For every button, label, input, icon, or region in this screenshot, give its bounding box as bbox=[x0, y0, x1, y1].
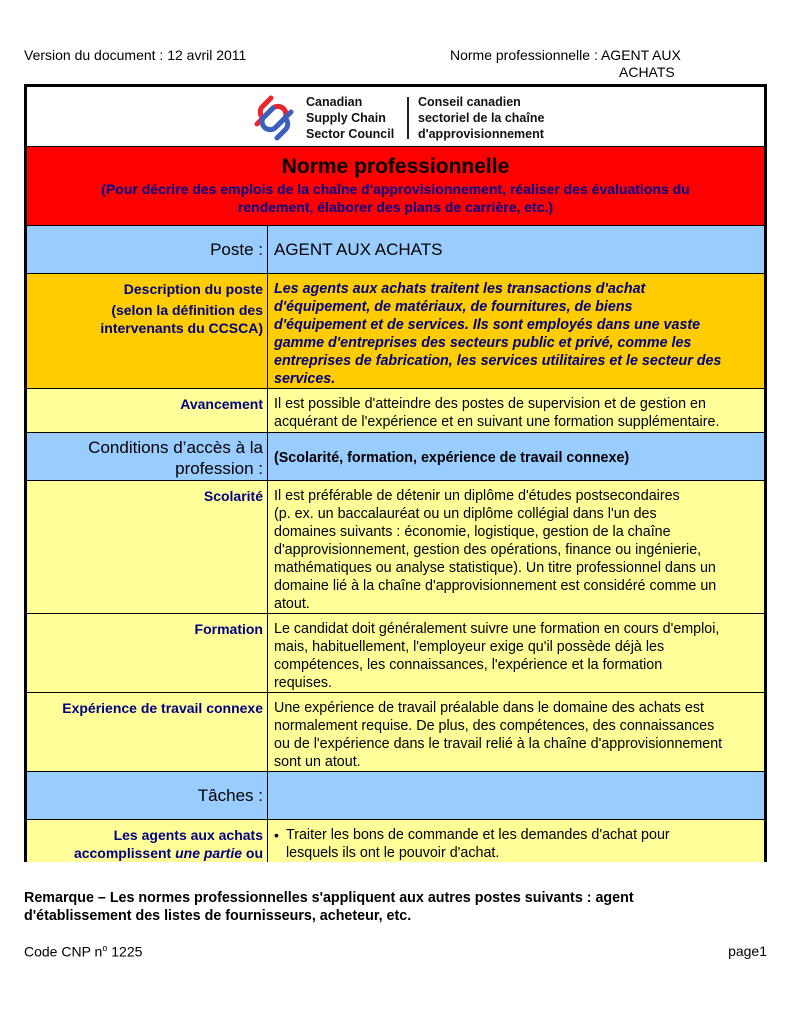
logo-text-fr: Conseil canadien sectoriel de la chaîne d'approvisionnement bbox=[418, 95, 545, 141]
avancement-text: Il est possible d'atteindre des postes de supervision et de gestion en acquérant de l'expérience et en suivant une formation supplémentaire. bbox=[274, 396, 720, 430]
bullet-icon: • bbox=[274, 827, 279, 843]
agents-label: Les agents aux achats accomplissent une partie ou bbox=[27, 820, 268, 862]
remark: Remarque – Les normes professionnelles s'appliquent aux autres postes suivants : agent d'établissement des listes de fournisseurs, acheteur, etc. bbox=[24, 890, 634, 924]
norm-title-line1: Norme professionnelle : AGENT AUX bbox=[450, 47, 681, 63]
row-experience bbox=[27, 693, 764, 772]
banner-title: Norme professionnelle bbox=[281, 155, 510, 178]
logo-area bbox=[27, 87, 764, 146]
row-conditions bbox=[27, 433, 764, 481]
list-item: • Traiter les bons de commande et les demandes d'achat pour lesquels ils ont le pouvoir d'achat. bbox=[274, 827, 670, 861]
experience-label: Expérience de travail connexe bbox=[62, 700, 263, 716]
row-formation bbox=[27, 614, 764, 693]
formation-text: Le candidat doit généralement suivre une formation en cours d'emploi, mais, habituellement, l'employeur exige qu'il possède déjà les compétences, les connaissances, l'expérience et la formation requises. bbox=[274, 621, 720, 691]
norm-title-line2: ACHATS bbox=[619, 64, 675, 80]
logo-text-en: Canadian Supply Chain Sector Council bbox=[306, 95, 395, 141]
experience-text: Une expérience de travail préalable dans le domaine des achats est normalement requise. De plus, des compétences, des connaissances ou de l'expérience dans le travail relié à la chaîne d'approvisionnement sont un atout. bbox=[274, 700, 723, 770]
norm-title bbox=[450, 47, 750, 81]
taches-label: Tâches : bbox=[197, 786, 263, 805]
row-avancement bbox=[27, 389, 764, 433]
avancement-label: Avancement bbox=[180, 396, 263, 412]
formation-label: Formation bbox=[194, 621, 263, 637]
row-taches bbox=[27, 772, 764, 820]
standard-table bbox=[24, 84, 767, 862]
row-scolarite bbox=[27, 481, 764, 614]
page-number: page1 bbox=[728, 943, 767, 959]
logo-divider bbox=[407, 97, 409, 139]
title-banner bbox=[27, 146, 764, 226]
conditions-value: (Scolarité, formation, expérience de travail connexe) bbox=[274, 450, 630, 466]
task-list bbox=[268, 820, 764, 862]
poste-label: Poste : bbox=[210, 240, 263, 259]
scolarite-text: Il est préférable de détenir un diplôme d'études postsecondaires (p. ex. un baccalauréat ou un diplôme collégial dans l'un des domaines suivants : économie, logistique, gestion de la chaîne d'approvisionnement, gestion des opérations, finance ou ingénierie, mathématiques ou analyse statistique). Un titre professionnel dans un domaine lié à la chaîne d'approvisionnement est considéré comme un atout. bbox=[274, 488, 717, 612]
ccsca-logo-icon bbox=[249, 94, 299, 142]
scolarite-label: Scolarité bbox=[203, 488, 263, 504]
conditions-label: Conditions d’accès à la profession : bbox=[27, 433, 268, 480]
poste-value: AGENT AUX ACHATS bbox=[274, 240, 443, 259]
description-label: Description du poste (selon la définition des intervenants du CCSCA) bbox=[27, 274, 268, 388]
row-poste bbox=[27, 226, 764, 274]
description-text: Les agents aux achats traitent les transactions d'achat d'équipement, de matériaux, de fournitures, de biens d'équipement et de services. Ils sont employés dans une vaste gamme d'entreprises des secteurs public et privé, comme les entreprises de fabrication, les services utilitaires et le secteur des services. bbox=[274, 281, 722, 387]
row-agents bbox=[27, 820, 764, 862]
row-description bbox=[27, 274, 764, 389]
cnp-code: Code CNP $n^o$ 1225 bbox=[24, 943, 143, 960]
banner-subtitle: (Pour décrire des emplois de la chaîne d'approvisionnement, réaliser des évaluations du rendement, élaborer des plans de carrière, etc.) bbox=[101, 181, 690, 215]
document-version: Version du document : 12 avril 2011 bbox=[24, 47, 247, 63]
